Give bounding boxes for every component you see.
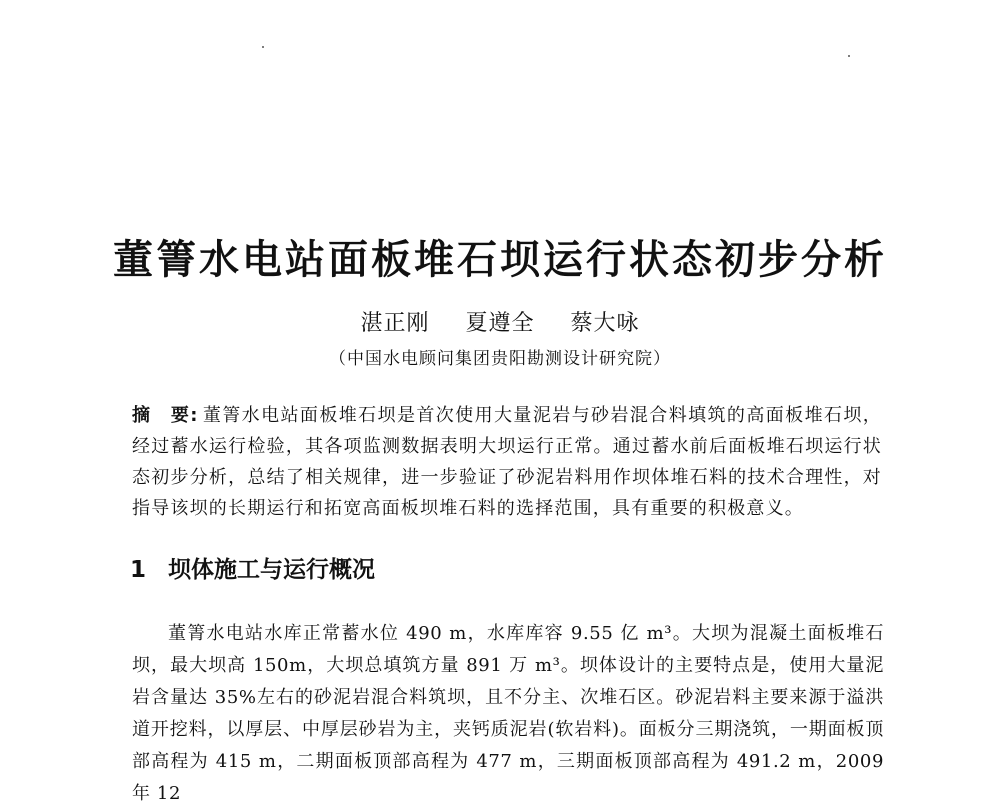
abstract-text: 董箐水电站面板堆石坝是首次使用大量泥岩与砂岩混合料填筑的高面板堆石坝，经过蓄水运行检验，其各项监测数据表明大坝运行正常。通过蓄水前后面板堆石坝运行状态初步分析，总结了相关规律，进一步验证了砂泥岩料用作坝体堆石料的技术合理性，对指导该坝的长期运行和拓宽高面板坝堆石料的选择范围，具有重要的积极意义。 [132,405,883,519]
scan-speck [262,46,264,48]
author-name: 蔡大咏 [570,311,640,336]
author-name: 湛正刚 [360,311,430,336]
author-list [0,306,1000,337]
abstract-label: 摘 要: [132,405,199,426]
body-paragraph: 董箐水电站水库正常蓄水位 490 m，水库库容 9.55 亿 m³。大坝为混凝土面板堆石坝，最大坝高 150m，大坝总填筑方量 891 万 m³。坝体设计的主要特点是，使用大量泥岩含量达 35%左右的砂泥岩混合料筑坝，且不分主、次堆石区。砂泥岩料主要来源于溢洪道开挖料，以厚层、中厚层砂岩为主，夹钙质泥岩(软岩料)。面板分三期浇筑，一期面板顶部高程为 415 m，二期面板顶部高程为 477 m，三期面板顶部高程为 491.2 m，2009 年 12 [132,623,884,804]
author-affiliation: （中国水电顾问集团贵阳勘测设计研究院） [329,349,671,369]
author-name: 夏遵全 [465,311,535,336]
abstract [132,400,882,524]
section-title: 坝体施工与运行概况 [168,557,376,583]
section-number: 1 [130,557,147,583]
paper-title: 董箐水电站面板堆石坝运行状态初步分析 [113,237,887,283]
section-heading [130,551,375,584]
scan-speck [848,55,850,57]
